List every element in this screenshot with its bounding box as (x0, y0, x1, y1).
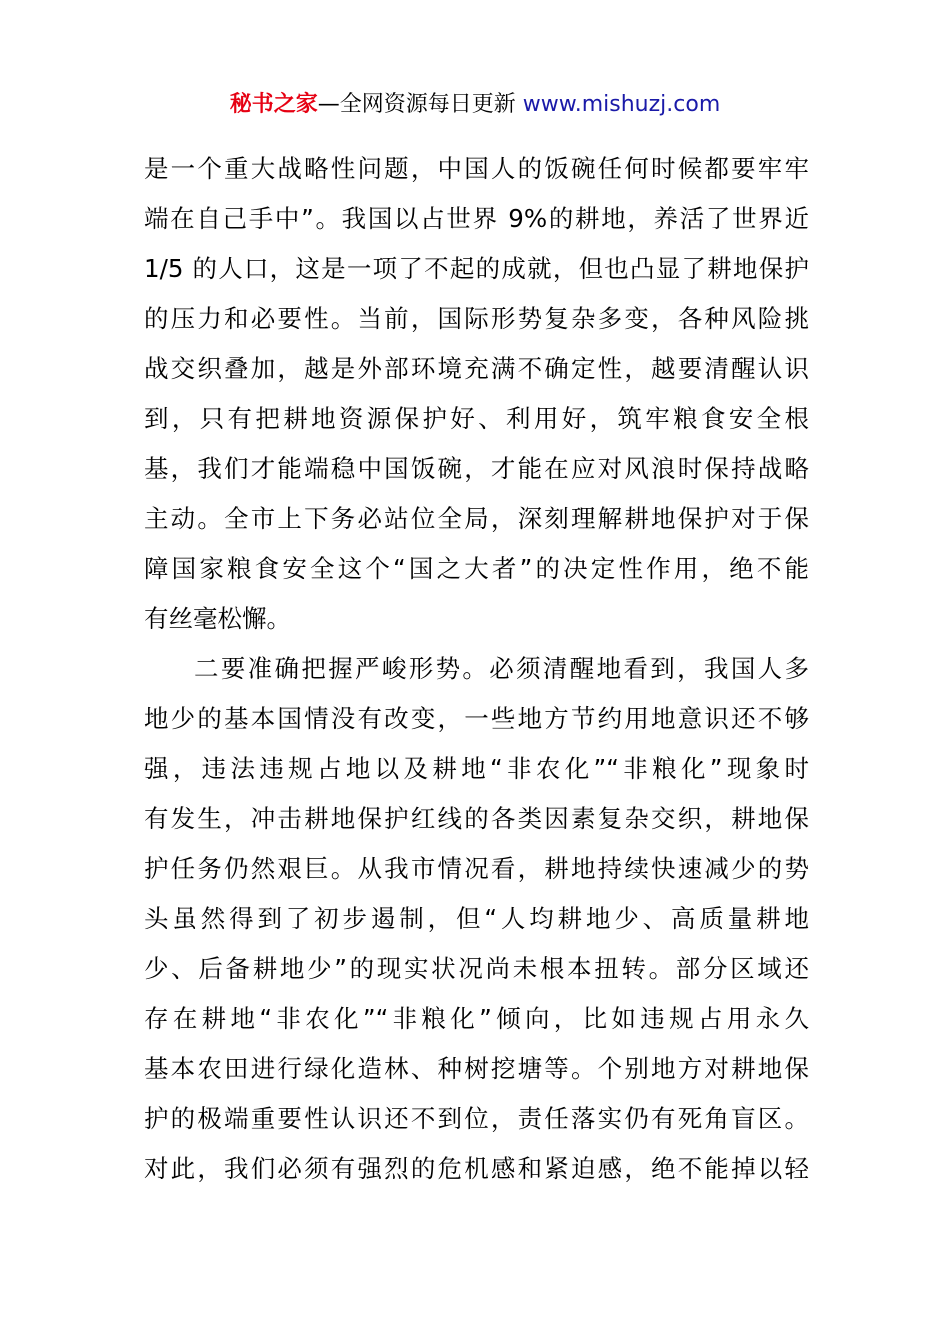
text-line: 护的极端重要性认识还不到位，责任落实仍有死角盲区。 (144, 1104, 809, 1133)
text-line: 障国家粮食安全这个“国之大者”的决定性作用，绝不能 (144, 554, 809, 583)
text-line: 基，我们才能端稳中国饭碗，才能在应对风浪时保持战略 (144, 454, 809, 483)
text-line: 基本农田进行绿化造林、种树挖塘等。个别地方对耕地保 (144, 1054, 809, 1083)
text-line: 少、后备耕地少”的现实状况尚未根本扭转。部分区域还 (144, 954, 809, 983)
text-line: 存在耕地“非农化”“非粮化”倾向，比如违规占用永久 (144, 1004, 809, 1033)
text-line: 到，只有把耕地资源保护好、利用好，筑牢粮食安全根 (144, 404, 809, 433)
text-line: 主动。全市上下务必站位全局，深刻理解耕地保护对于保 (144, 504, 809, 533)
document-body (144, 144, 809, 1194)
site-link[interactable]: www.mishuzj.com (522, 92, 721, 117)
text-line: 端在自己手中”。我国以占世界 9%的耕地，养活了世界近 (144, 204, 809, 233)
text-line: 是一个重大战略性问题，中国人的饭碗任何时候都要牢牢 (144, 154, 809, 183)
text-line: 的压力和必要性。当前，国际形势复杂多变，各种风险挑 (144, 304, 809, 333)
text-line: 护任务仍然艰巨。从我市情况看，耕地持续快速减少的势 (144, 854, 809, 883)
paragraph-first-line: 二要准确把握严峻形势。必须清醒地看到，我国人多 (194, 654, 809, 683)
text-line: 头虽然得到了初步遏制，但“人均耕地少、高质量耕地 (144, 904, 809, 933)
text-line: 战交织叠加，越是外部环境充满不确定性，越要清醒认识 (144, 354, 809, 383)
brand-name: 秘书之家 (229, 92, 318, 117)
text-line: 强，违法违规占地以及耕地“非农化”“非粮化”现象时 (144, 754, 809, 783)
page-header (0, 88, 950, 122)
text-line: 1/5 的人口，这是一项了不起的成就，但也凸显了耕地保护 (144, 254, 809, 283)
paragraph-end-line: 有丝毫松懈。 (144, 604, 291, 633)
header-tagline: —全网资源每日更新 (317, 92, 516, 117)
text-line: 对此，我们必须有强烈的危机感和紧迫感，绝不能掉以轻 (144, 1154, 809, 1183)
text-line: 有发生，冲击耕地保护红线的各类因素复杂交织，耕地保 (144, 804, 809, 833)
text-line: 地少的基本国情没有改变，一些地方节约用地意识还不够 (144, 704, 809, 733)
